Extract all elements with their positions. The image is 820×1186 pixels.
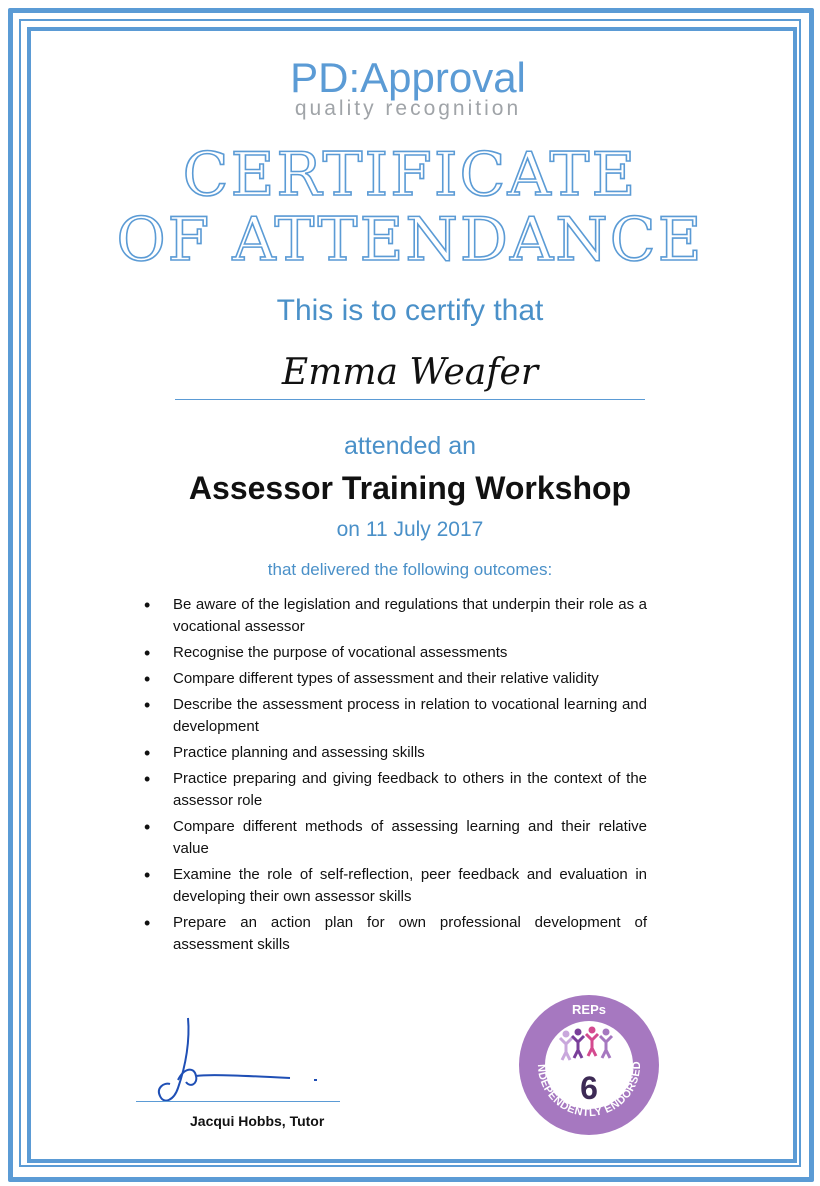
outcome-item: • Practice planning and assessing skills bbox=[142, 742, 647, 764]
outcome-item: • Be aware of the legislation and regulations that underpin their role as a vocational assessor bbox=[142, 594, 647, 638]
reps-endorsed-badge bbox=[516, 992, 662, 1138]
outcomes-intro: that delivered the following outcomes: bbox=[267, 560, 553, 579]
badge-top-text: REPs bbox=[572, 1002, 606, 1017]
recipient-name: Emma Weafer bbox=[175, 352, 645, 400]
date-text: on 11 July 2017 bbox=[336, 518, 484, 541]
outcome-item: • Recognise the purpose of vocational assessments bbox=[142, 642, 647, 664]
logo-main-text: PD:Approval bbox=[290, 54, 526, 101]
course-title: Assessor Training Workshop bbox=[188, 470, 632, 506]
badge-level: 6 bbox=[580, 1070, 598, 1106]
pd-approval-logo bbox=[268, 56, 548, 120]
signature-image bbox=[150, 1010, 330, 1110]
outcome-item: • Practice preparing and giving feedback to others in the context of the assessor role bbox=[142, 768, 647, 812]
outcomes-list bbox=[142, 594, 647, 960]
badge-ring-text: NDEPENDENTLY ENDORSED bbox=[534, 1060, 644, 1120]
outcome-item: • Describe the assessment process in relation to vocational learning and development bbox=[142, 694, 647, 738]
outcome-item: • Compare different methods of assessing learning and their relative value bbox=[142, 816, 647, 860]
outcome-item: • Prepare an action plan for own professional development of assessment skills bbox=[142, 912, 647, 956]
attended-text: attended an bbox=[343, 432, 477, 460]
outcome-item: • Compare different types of assessment and their relative validity bbox=[142, 668, 647, 690]
outcome-item: • Examine the role of self-reflection, peer feedback and evaluation in developing their own assessor skills bbox=[142, 864, 647, 908]
signature-line bbox=[136, 1101, 340, 1102]
logo-sub-text: quality recognition bbox=[294, 97, 522, 120]
signatory-name: Jacqui Hobbs, Tutor bbox=[190, 1113, 325, 1129]
certify-text: This is to certify that bbox=[276, 294, 544, 327]
certificate-title-line1: CERTIFICATE bbox=[182, 140, 638, 210]
certificate-title-line2: OF ATTENDANCE bbox=[116, 205, 704, 275]
